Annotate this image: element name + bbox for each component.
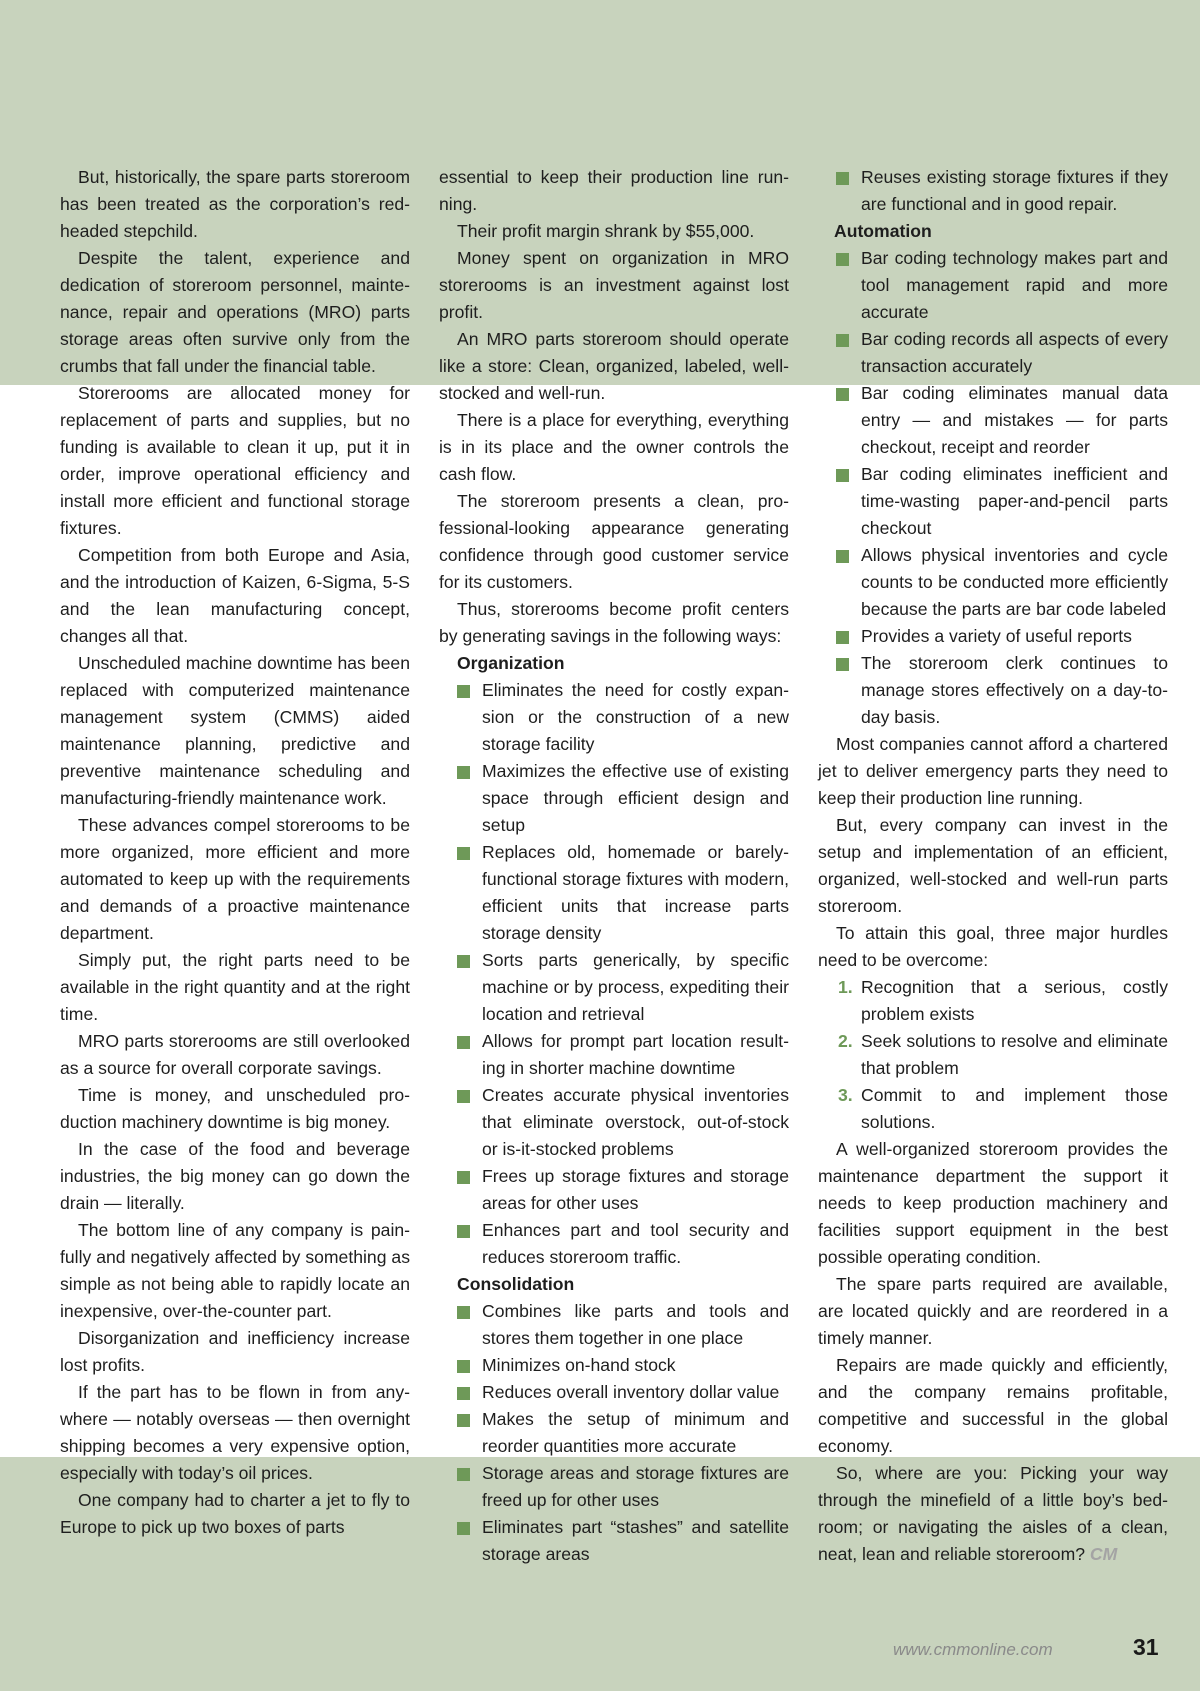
bullet-square-icon (836, 550, 849, 563)
paragraph: These advances compel storerooms to be more organized, more efficient and more automated to keep up with the requirements and demands of a proactive maintenance department. (60, 815, 410, 943)
article-column-3 (818, 164, 1168, 1568)
bullet-square-icon (457, 1468, 470, 1481)
bullet-square-icon (836, 388, 849, 401)
paragraph: Disorganization and inefficiency increase lost profits. (60, 1328, 410, 1375)
consolidation-list (439, 1298, 789, 1568)
paragraph: One company had to charter a jet to fly to Europe to pick up two boxes of parts (60, 1490, 410, 1537)
list-item: Bar coding records all aspects of every transaction accurately (836, 326, 1168, 380)
bullet-square-icon (457, 1090, 470, 1103)
bullet-square-icon (457, 955, 470, 968)
bullet-square-icon (457, 1225, 470, 1238)
paragraph: The spare parts required are available, are located quickly and are reordered in a timely manner. (818, 1274, 1168, 1348)
bullet-square-icon (836, 469, 849, 482)
paragraph: Money spent on organization in MRO storerooms is an investment against lost profit. (439, 248, 789, 322)
paragraph: Storerooms are allocated money for replacement of parts and supplies, but no funding is available to clean it up, put it in order, improve operational efficiency and install more efficient and functional storage fixtures. (60, 383, 410, 538)
bullet-square-icon (457, 1522, 470, 1535)
list-item: Combines like parts and tools and stores them together in one place (457, 1298, 789, 1352)
paragraph: The bottom line of any company is painfully and negatively affected by something as simple as not being able to rapidly locate an inexpensive, over-the-counter part. (60, 1220, 410, 1321)
paragraph: Thus, storerooms become profit centers by generating savings in the following ways: (439, 599, 789, 646)
list-item: Reduces overall inventory dollar value (457, 1379, 789, 1406)
organization-list (439, 677, 789, 1271)
paragraph: MRO parts storerooms are still overlooked as a source for overall corporate savings. (60, 1031, 410, 1078)
paragraph: But, every company can invest in the setup and implementation of an efficient, organized, well-stocked and well-run parts storeroom. (818, 815, 1168, 916)
paragraph: There is a place for everything, everything is in its place and the owner controls the cash flow. (439, 410, 789, 484)
paragraph: Despite the talent, experience and dedication of storeroom personnel, maintenance, repair and operations (MRO) parts storage areas often survive only from the crumbs that fall under the financial table. (60, 248, 410, 376)
paragraph: But, historically, the spare parts storeroom has been treated as the corporation’s red-headed stepchild. (60, 167, 410, 241)
cm-end-mark: CM (1089, 1544, 1118, 1564)
list-item: 3. Commit to and implement those solutions. (838, 1085, 1168, 1132)
automation-list (818, 245, 1168, 731)
paragraph: The storeroom presents a clean, professional-looking appearance generating confidence through good customer service for its customers. (439, 491, 789, 592)
paragraph: Competition from both Europe and Asia, and the introduction of Kaizen, 6-Sigma, 5-S and the lean manufacturing concept, changes all that. (60, 545, 410, 646)
list-item: 1. Recognition that a serious, costly problem exists (838, 977, 1168, 1024)
bullet-square-icon (836, 658, 849, 671)
bullet-square-icon (457, 1387, 470, 1400)
bullet-square-icon (457, 1306, 470, 1319)
bullet-square-icon (836, 631, 849, 644)
list-item: Creates accurate physical inventories that eliminate overstock, out-of-stock or is-it-stocked problems (457, 1082, 789, 1163)
paragraph: Their profit margin shrank by $55,000. (457, 221, 755, 241)
bullet-square-icon (457, 685, 470, 698)
list-item: Enhances part and tool security and reduces storeroom traffic. (457, 1217, 789, 1271)
list-item: Makes the setup of minimum and reorder quantities more accurate (457, 1406, 789, 1460)
bullet-square-icon (457, 1171, 470, 1184)
list-item: Provides a variety of useful reports (836, 623, 1168, 650)
consolidation-heading: Consolidation (457, 1274, 575, 1294)
list-item: The storeroom clerk continues to manage stores effectively on a day-to-day basis. (836, 650, 1168, 731)
paragraph: Unscheduled machine downtime has been replaced with computerized maintenance management system (CMMS) aided maintenance planning, predictive and preventive maintenance scheduling and manufacturing-friendly maintenance work. (60, 653, 410, 808)
list-item: Eliminates part “stashes” and satellite storage areas (457, 1514, 789, 1568)
bullet-square-icon (457, 766, 470, 779)
list-item: Bar coding technology makes part and tool management rapid and more accurate (836, 245, 1168, 326)
list-item: Eliminates the need for costly expansion or the construction of a new storage facility (457, 677, 789, 758)
hurdles-list (818, 974, 1168, 1136)
bullet-square-icon (836, 334, 849, 347)
bullet-square-icon (457, 847, 470, 860)
paragraph: In the case of the food and beverage industries, the big money can go down the drain — literally. (60, 1139, 410, 1213)
bullet-square-icon (457, 1036, 470, 1049)
footer-url[interactable]: www.cmmonline.com (893, 1640, 1053, 1659)
list-item: Reuses existing storage fixtures if they are functional and in good repair. (836, 164, 1168, 218)
list-item: Allows physical inventories and cycle counts to be conducted more efficiently because the parts are bar code labeled (836, 542, 1168, 623)
paragraph: Time is money, and unscheduled production machinery downtime is big money. (60, 1085, 410, 1132)
bullet-square-icon (836, 172, 849, 185)
final-paragraph: So, where are you: Picking your way through the minefield of a little boy’s bedroom; or navigating the aisles of a clean, neat, lean and reliable storeroom? CM (818, 1463, 1168, 1564)
organization-list-continued (818, 164, 1168, 218)
organization-heading: Organization (457, 653, 565, 673)
list-item: Maximizes the effective use of existing space through efficient design and setup (457, 758, 789, 839)
article-column-1 (60, 164, 410, 1541)
paragraph: essential to keep their production line running. (439, 167, 789, 214)
list-item: 2. Seek solutions to resolve and eliminate that problem (838, 1031, 1168, 1078)
paragraph: Simply put, the right parts need to be available in the right quantity and at the right time. (60, 950, 410, 1024)
list-item: Sorts parts generically, by specific machine or by process, expediting their location and retrieval (457, 947, 789, 1028)
list-item: Frees up storage fixtures and storage areas for other uses (457, 1163, 789, 1217)
list-item: Minimizes on-hand stock (457, 1352, 789, 1379)
paragraph: If the part has to be flown in from anywhere — notably overseas — then overnight shipping becomes a very expensive option, especially with today’s oil prices. (60, 1382, 410, 1483)
bullet-square-icon (457, 1360, 470, 1373)
automation-heading: Automation (834, 221, 932, 241)
list-item: Bar coding eliminates inefficient and time-wasting paper-and-pencil parts checkout (836, 461, 1168, 542)
list-item: Replaces old, homemade or barely-functional storage fixtures with modern, efficient units that increase parts storage density (457, 839, 789, 947)
bullet-square-icon (836, 253, 849, 266)
list-item: Storage areas and storage fixtures are freed up for other uses (457, 1460, 789, 1514)
paragraph: An MRO parts storeroom should operate like a store: Clean, organized, labeled, well-stocked and well-run. (439, 329, 789, 403)
page-number: 31 (1133, 1634, 1159, 1660)
list-item: Allows for prompt part location resulting in shorter machine downtime (457, 1028, 789, 1082)
paragraph: A well-organized storeroom provides the maintenance department the support it needs to keep production machinery and facilities support equipment in the best possible operating condition. (818, 1139, 1168, 1267)
article-column-2 (439, 164, 789, 1568)
paragraph: Most companies cannot afford a chartered jet to deliver emergency parts they need to keep their production line running. (818, 734, 1168, 808)
list-item: Bar coding eliminates manual data entry — and mistakes — for parts checkout, receipt and reorder (836, 380, 1168, 461)
paragraph: Repairs are made quickly and efficiently, and the company remains profitable, competitive and successful in the global economy. (818, 1355, 1168, 1456)
bullet-square-icon (457, 1414, 470, 1427)
paragraph: To attain this goal, three major hurdles need to be overcome: (818, 923, 1168, 970)
